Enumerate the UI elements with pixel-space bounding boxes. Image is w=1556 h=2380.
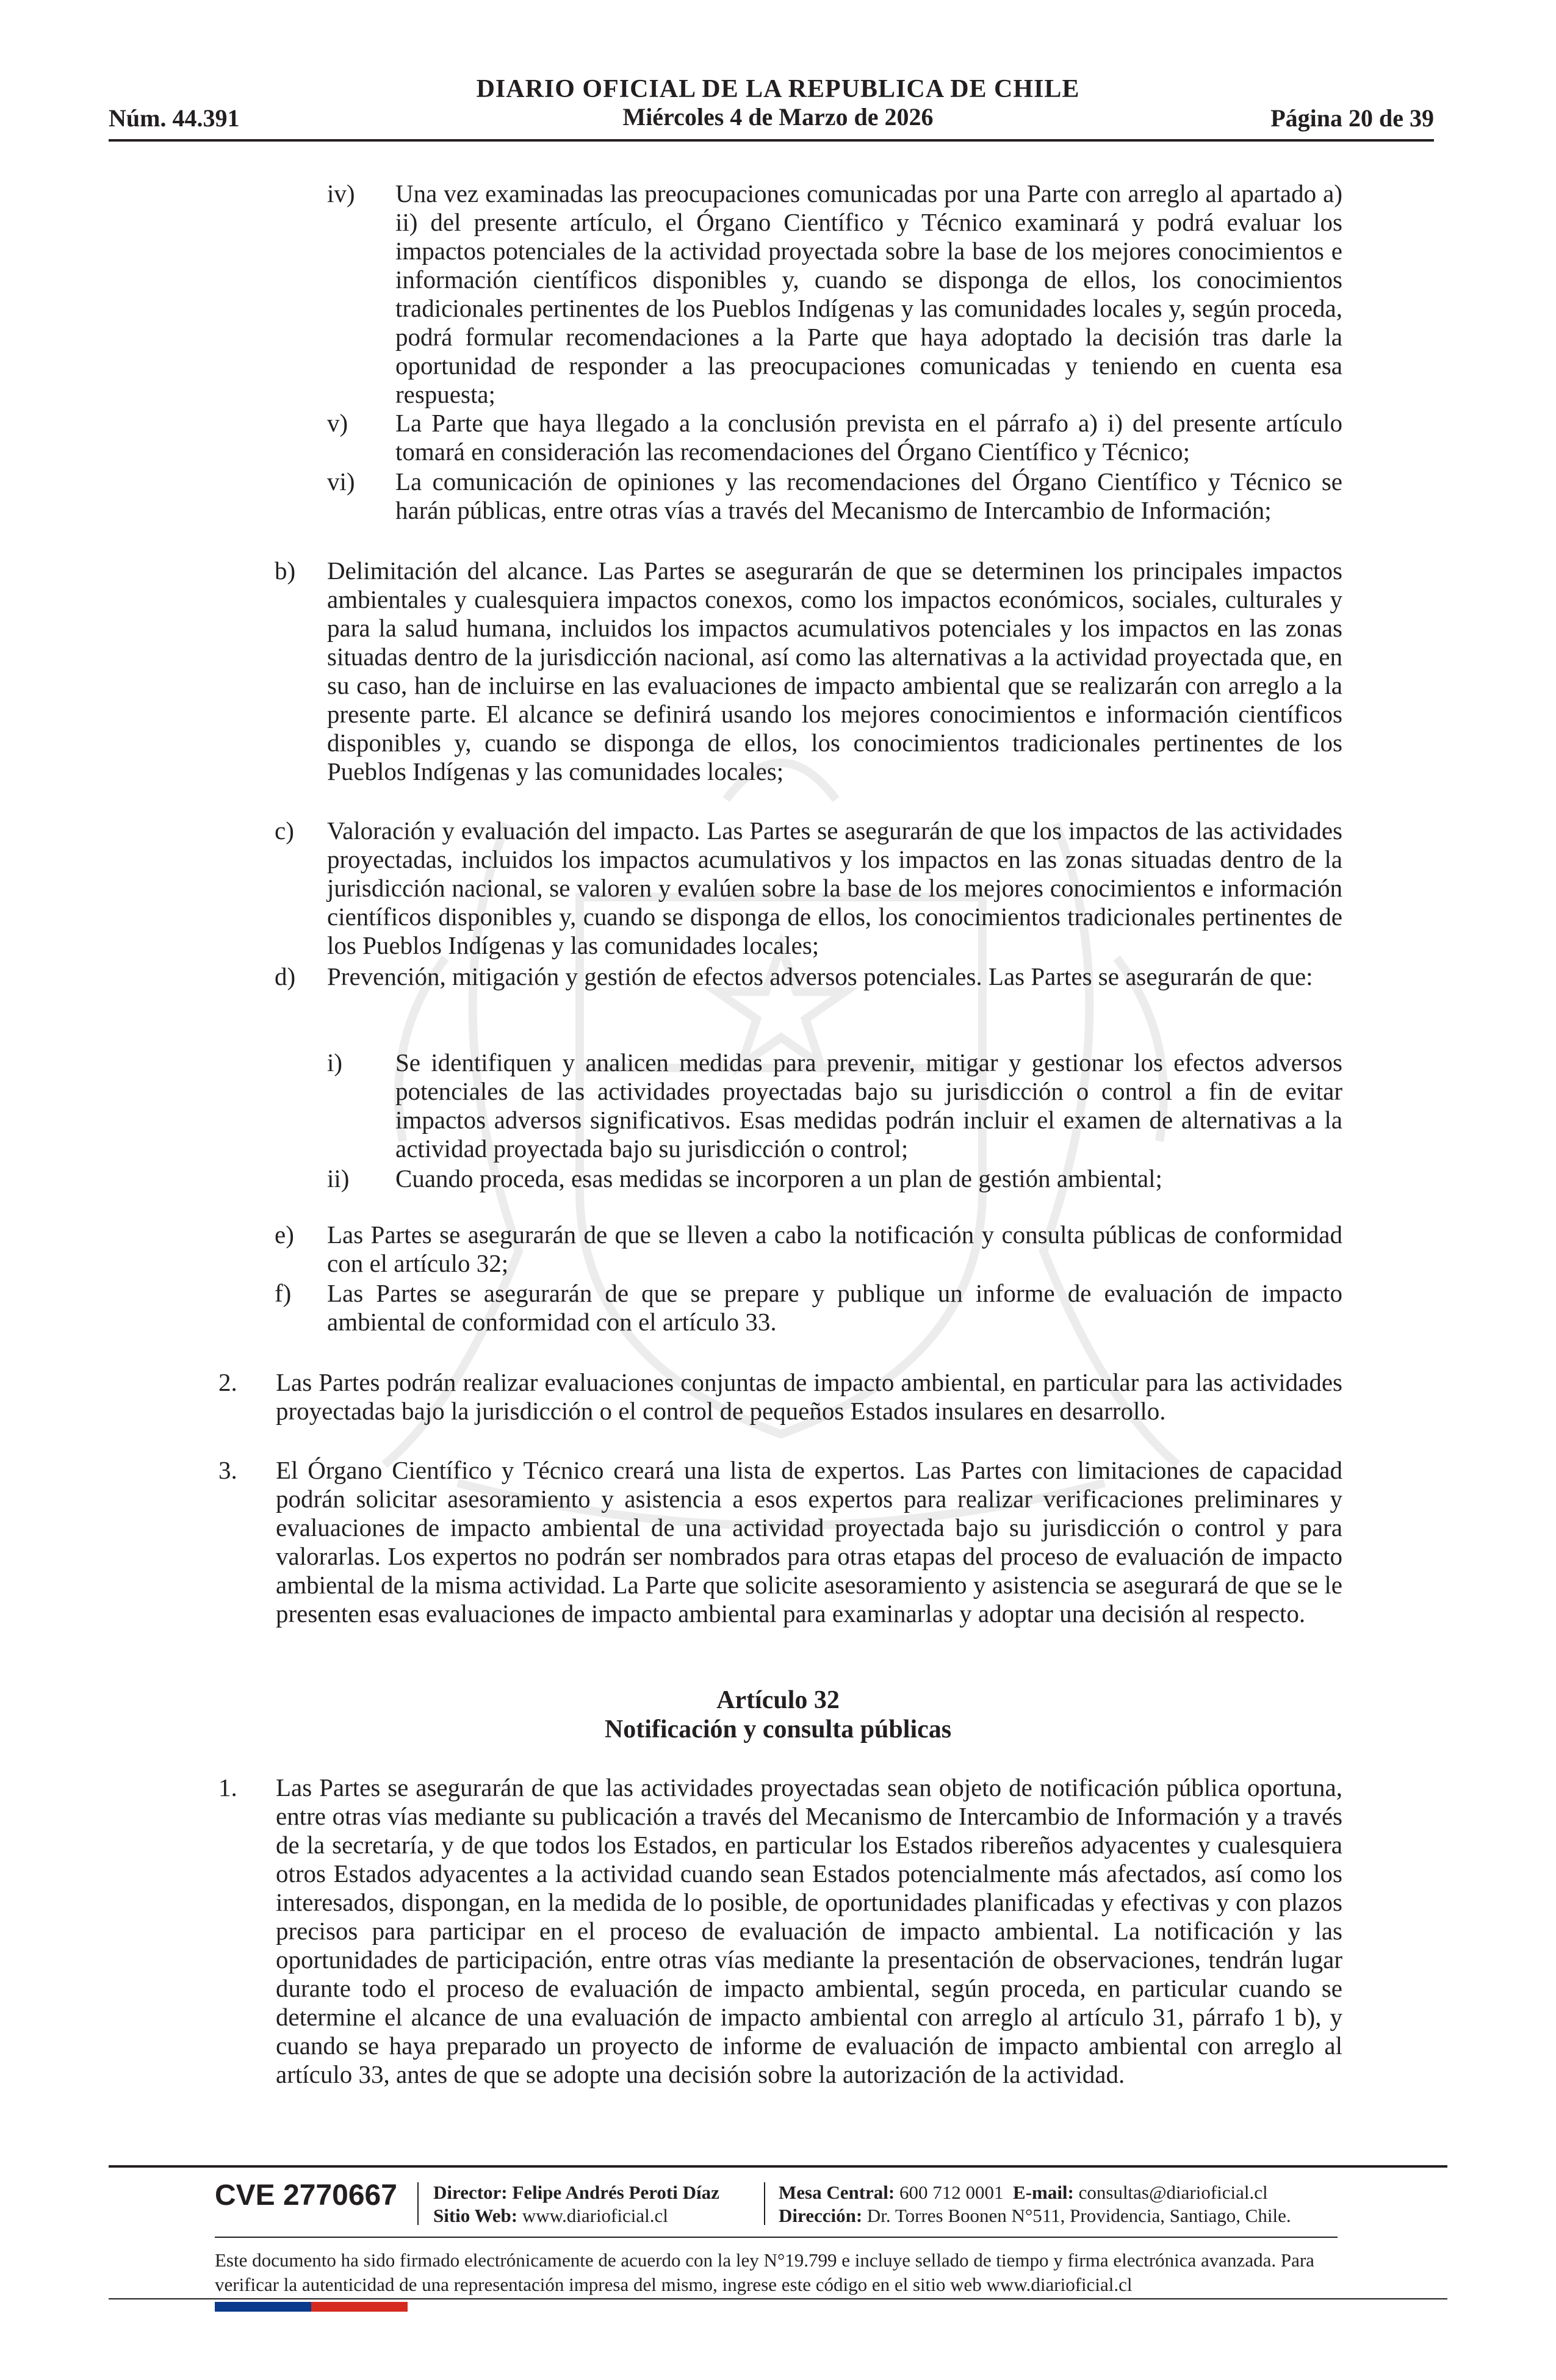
footer-bottom-rule [109,2298,1447,2299]
article-number: Artículo 32 [716,1686,840,1714]
newspaper-title: DIARIO OFICIAL DE LA REPUBLICA DE CHILE [476,75,1080,103]
address-value: Dr. Torres Boonen N°511, Providencia, Santiago, Chile. [866,2205,1291,2226]
flag-stripe-red [311,2302,408,2312]
item-c-label: c) [275,817,294,845]
header-rule [109,139,1434,142]
item-b-text: Delimitación del alcance. Las Partes se asegurarán de que se determinen los principales impactos ambientales y cualesquiera impactos conexos, como los impactos económicos, sociales, culturales y para la salud humana, incluidos los impactos acumulativos potenciales y los impactos en las zonas situadas dentro de la jurisdicción nacional, así como las alternativas a la actividad proyectada que, en su caso, han de incluirse en las evaluaciones de impacto ambiental que se realizarán con arreglo a la presente parte. El alcance se definirá usando los mejores conocimientos e información científicos disponibles y, cuando se disponga de ellos, los conocimientos tradicionales pertinentes de los Pueblos Indígenas y las comunidades locales; [327,557,1342,785]
email-link[interactable]: consultas@diarioficial.cl [1078,2182,1268,2203]
item-iv-text: Una vez examinadas las preocupaciones comunicadas por una Parte con arreglo al apartado a) ii) del presente artículo, el Órgano Científico y Técnico examinará y podrá evaluar los impactos potenciales de la actividad proyectada sobre la base de los mejores conocimientos e información científicos disponibles y, cuando se disponga de ellos, los conocimientos tradicionales pertinentes de los Pueblos Indígenas y las comunidades locales y, según proceda, podrá formular recomendaciones a la Parte que haya adoptado la decisión tras darle la oportunidad de responder a las preocupaciones comunicadas y teniendo en cuenta esa respuesta; [395,179,1342,408]
paragraph-2-text: Las Partes podrán realizar evaluaciones conjuntas de impacto ambiental, en particular para las actividades proyectadas bajo la jurisdicción o el control de pequeños Estados insulares en desarrollo. [276,1368,1342,1425]
footer-website [433,2204,668,2227]
item-d-ii-label: ii) [327,1164,350,1192]
director-label: Director: [433,2182,508,2203]
phone-label: Mesa Central: [779,2182,895,2203]
website-link[interactable]: www.diarioficial.cl [522,2205,668,2226]
item-d-label: d) [275,962,296,990]
footer-contact [779,2181,1268,2204]
footer-address [779,2204,1291,2227]
cve-code: CVE 2770667 [215,2179,397,2212]
item-e-text: Las Partes se asegurarán de que se lleven a cabo la notificación y consulta públicas de conformidad con el artículo 32; [327,1221,1342,1277]
item-vi-text: La comunicación de opiniones y las recomendaciones del Órgano Científico y Técnico se harán públicas, entre otras vías a través del Mecanismo de Intercambio de Información; [395,467,1342,524]
phone-number: 600 712 0001 [899,2182,1004,2203]
item-f-text: Las Partes se asegurarán de que se prepare y publique un informe de evaluación de impacto ambiental de conformidad con el artículo 33. [327,1279,1342,1336]
item-c-text: Valoración y evaluación del impacto. Las Partes se asegurarán de que los impactos de las actividades proyectadas, incluidos los impactos acumulativos y los impactos en las zonas situadas dentro de la jurisdicción nacional, se valoren y evalúen sobre la base de los mejores conocimientos e información científicos disponibles y, cuando se disponga de ellos, los conocimientos tradicionales pertinentes de los Pueblos Indígenas y las comunidades locales; [327,817,1342,959]
footer-middle-rule [215,2237,1338,2238]
article-paragraph-1-text: Las Partes se asegurarán de que las actividades proyectadas sean objeto de notificación pública oportuna, entre otras vías mediante su publicación a través del Mecanismo de Intercambio de Información y a través de la secretaría, y de que todos los Estados, en particular los Estados ribereños adyacentes y cualesquiera otros Estados adyacentes a la actividad cuando sean Estados potencialmente más afectados, así como los interesados, dispongan, en la medida de lo posible, de oportunidades planificadas y efectivas y con plazos precisos para participar en el proceso de evaluación de impacto ambiental. La notificación y las oportunidades de participación, entre otras vías mediante la presentación de observaciones, tendrán lugar durante todo el proceso de evaluación de impacto ambiental, según proceda, en particular cuando se determine el alcance de una evaluación de impacto ambiental con arreglo al artículo 31, párrafo 1 b), y cuando se haya preparado un proyecto de informe de evaluación de impacto ambiental con arreglo al artículo 33, antes de que se adopte una decisión sobre la autorización de la actividad. [276,1773,1342,2088]
item-d-text: Prevención, mitigación y gestión de efectos adversos potenciales. Las Partes se asegurarán de que: [327,962,1313,990]
item-f-label: f) [275,1279,292,1307]
item-e-label: e) [275,1221,294,1249]
footer-separator [417,2182,419,2225]
signature-note: Este documento ha sido firmado electrónicamente de acuerdo con la ley N°19.799 e incluye sellado de tiempo y firma electrónica avanzada. Para verificar la autenticidad de una representación impresa del mismo, ingrese este código en el sitio web www.diarioficial.cl [215,2249,1314,2295]
email-label: E-mail: [1013,2182,1074,2203]
paragraph-3-text: El Órgano Científico y Técnico creará una lista de expertos. Las Partes con limitaciones de capacidad podrán solicitar asesoramiento y asistencia a esos expertos para realizar verificaciones preliminares y evaluaciones de impacto ambiental de una actividad proyectada bajo su jurisdicción o control y para valorarlas. Los expertos no podrán ser nombrados para otras etapas del proceso de evaluación de impacto ambiental de la misma actividad. La Parte que solicite asesoramiento y asistencia se asegurará de que se le presenten esas evaluaciones de impacto ambiental para examinarlas y adoptar una decisión al respecto. [276,1456,1342,1628]
item-v-label: v) [327,409,348,437]
item-vi-label: vi) [327,467,355,496]
paragraph-2-number: 2. [218,1368,237,1396]
article-paragraph-1-number: 1. [218,1773,237,1801]
item-d-ii-text: Cuando proceda, esas medidas se incorporen a un plan de gestión ambiental; [395,1164,1162,1192]
item-iv-label: iv) [327,179,355,207]
item-b-label: b) [275,557,296,585]
footer-director [433,2181,719,2204]
website-label: Sitio Web: [433,2205,518,2226]
item-v-text: La Parte que haya llegado a la conclusión prevista en el párrafo a) i) del presente artículo tomará en consideración las recomendaciones del Órgano Científico y Técnico; [395,409,1342,466]
issue-number: Núm. 44.391 [109,104,240,132]
page-number: Página 20 de 39 [1270,104,1434,132]
issue-date: Miércoles 4 de Marzo de 2026 [622,103,934,131]
footer-separator [764,2182,765,2225]
flag-stripe-blue [215,2302,311,2312]
footer-top-rule [109,2165,1447,2168]
address-label: Dirección: [779,2205,863,2226]
item-d-i-label: i) [327,1048,343,1076]
article-title: Notificación y consulta públicas [604,1715,952,1744]
director-name: Felipe Andrés Peroti Díaz [512,2182,719,2203]
item-d-i-text: Se identifiquen y analicen medidas para prevenir, mitigar y gestionar los efectos adversos potenciales de las actividades proyectadas bajo su jurisdicción o control a fin de evitar impactos adversos significativos. Esas medidas podrán incluir el examen de alternativas a la actividad proyectada bajo su jurisdicción o control; [395,1048,1342,1163]
paragraph-3-number: 3. [218,1456,237,1484]
